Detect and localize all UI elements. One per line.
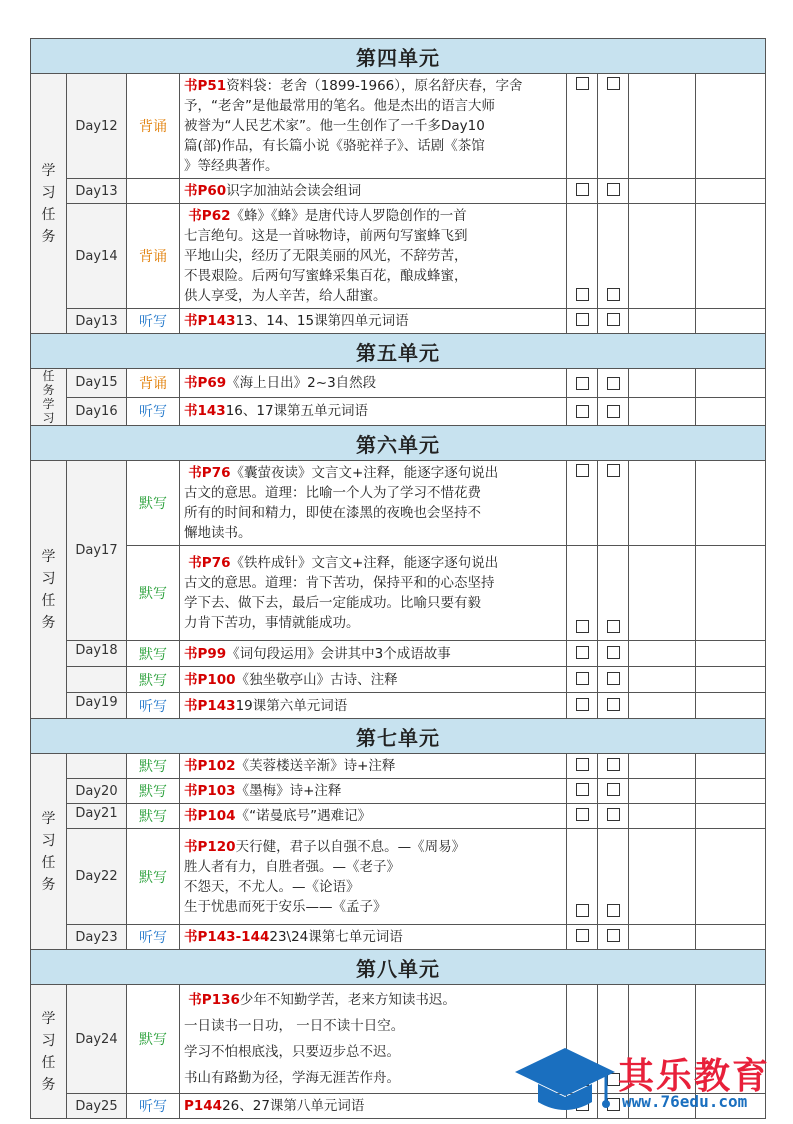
- checkbox[interactable]: [576, 698, 589, 711]
- empty-cell: [696, 309, 766, 334]
- checkbox-cell[interactable]: [598, 179, 629, 204]
- checkbox[interactable]: [607, 929, 620, 942]
- task-type: 听写: [127, 693, 180, 719]
- checkbox-cell[interactable]: [598, 546, 629, 641]
- empty-cell: [629, 925, 696, 950]
- checkbox[interactable]: [576, 288, 589, 301]
- watermark-brand: 其乐教育: [618, 1056, 771, 1097]
- task-content: 书P104《“诺曼底号”遇难记》: [180, 804, 567, 829]
- task-type: 默写: [127, 829, 180, 925]
- checkbox[interactable]: [607, 672, 620, 685]
- day-label: [67, 667, 127, 693]
- empty-cell: [629, 546, 696, 641]
- checkbox[interactable]: [576, 464, 589, 477]
- watermark: [510, 1040, 790, 1120]
- checkbox-cell[interactable]: [567, 369, 598, 398]
- day-label: Day20: [67, 779, 127, 804]
- task-type: 默写: [127, 461, 180, 546]
- checkbox-cell[interactable]: [567, 461, 598, 546]
- day-label: Day21: [67, 804, 127, 829]
- day-label: Day16: [67, 397, 127, 426]
- empty-cell: [629, 74, 696, 179]
- checkbox-cell[interactable]: [567, 74, 598, 179]
- day-label: Day18: [67, 641, 127, 667]
- empty-cell: [696, 754, 766, 779]
- checkbox-cell[interactable]: [598, 754, 629, 779]
- checkbox-cell[interactable]: [598, 829, 629, 925]
- checkbox[interactable]: [576, 758, 589, 771]
- empty-cell: [696, 461, 766, 546]
- task-content: P14426、27课第八单元词语: [180, 1094, 567, 1119]
- checkbox-cell[interactable]: [598, 779, 629, 804]
- empty-cell: [696, 804, 766, 829]
- book-ref: 书P51: [184, 78, 227, 94]
- checkbox[interactable]: [576, 77, 589, 90]
- empty-cell: [696, 779, 766, 804]
- study-plan-page: [30, 38, 765, 1119]
- task-type: 默写: [127, 754, 180, 779]
- day-label: Day15: [67, 369, 127, 398]
- checkbox[interactable]: [576, 904, 589, 917]
- day-label: Day13: [67, 179, 127, 204]
- task-type: 默写: [127, 641, 180, 667]
- empty-cell: [696, 369, 766, 398]
- checkbox-cell[interactable]: [567, 829, 598, 925]
- checkbox-cell[interactable]: [567, 925, 598, 950]
- checkbox[interactable]: [576, 377, 589, 390]
- task-content: 书P14319课第六单元词语: [180, 693, 567, 719]
- checkbox[interactable]: [576, 405, 589, 418]
- task-type: 默写: [127, 667, 180, 693]
- task-content: 书P60识字加油站会读会组词: [180, 179, 567, 204]
- checkbox-cell[interactable]: [598, 397, 629, 426]
- day-label: Day22: [67, 829, 127, 925]
- task-type: 听写: [127, 925, 180, 950]
- checkbox-cell[interactable]: [567, 779, 598, 804]
- unit-6-side-label: 学 习 任 务: [31, 461, 67, 719]
- task-content: 书P120天行健，君子以自强不息。—《周易》 胜人者有力，自胜者强。—《老子》 不怨天，不尤人。—《论语》 生于忧患而死于安乐——《孟子》: [180, 829, 567, 925]
- task-content: 书P62《蜂》《蜂》是唐代诗人罗隐创作的一首 七言绝句。这是一首咏物诗，前两句写蜜蜂飞到 平地山尖，经历了无限美丽的风光，不辞劳苦， 不畏艰险。后两句写蜜蜂采集百花，酿成蜂蜜， 供人享受，为人辛苦，给人甜蜜。: [180, 204, 567, 309]
- checkbox-cell[interactable]: [598, 925, 629, 950]
- checkbox[interactable]: [607, 783, 620, 796]
- empty-cell: [696, 641, 766, 667]
- checkbox-cell[interactable]: [567, 546, 598, 641]
- day-label: [67, 754, 127, 779]
- empty-cell: [629, 779, 696, 804]
- checkbox[interactable]: [607, 758, 620, 771]
- task-type: 背诵: [127, 369, 180, 398]
- task-type: 默写: [127, 804, 180, 829]
- task-type: [127, 179, 180, 204]
- day-label: Day25: [67, 1094, 127, 1119]
- empty-cell: [696, 546, 766, 641]
- checkbox[interactable]: [607, 698, 620, 711]
- checkbox-cell[interactable]: [598, 693, 629, 719]
- task-content: 书P51资料袋：老舍（1899-1966），原名舒庆春，字舍 予，“老舍”是他最常用的笔名。他是杰出的语言大师 被誉为“人民艺术家”。他一生创作了一千多Day10 篇(部)作品，有长篇小说《骆驼祥子》、话剧《茶馆 》等经典著作。: [180, 74, 567, 179]
- checkbox-cell[interactable]: [567, 641, 598, 667]
- checkbox[interactable]: [576, 808, 589, 821]
- task-content: 书P76《囊萤夜读》文言文+注释，能逐字逐句说出 古文的意思。道理：比喻一个人为了学习不惜花费 所有的时间和精力，即使在漆黑的夜晚也会坚持不 懈地读书。: [180, 461, 567, 546]
- empty-cell: [629, 693, 696, 719]
- task-type: 背诵: [127, 74, 180, 179]
- empty-cell: [696, 667, 766, 693]
- task-type: 默写: [127, 985, 180, 1094]
- checkbox[interactable]: [607, 904, 620, 917]
- task-type: 听写: [127, 309, 180, 334]
- checkbox-cell[interactable]: [567, 754, 598, 779]
- unit-5-header: 第五单元: [31, 334, 766, 369]
- task-content: 书P143-14423\24课第七单元词语: [180, 925, 567, 950]
- checkbox-cell[interactable]: [567, 804, 598, 829]
- checkbox[interactable]: [607, 808, 620, 821]
- task-content: 书P14313、14、15课第四单元词语: [180, 309, 567, 334]
- day-label: Day12: [67, 74, 127, 179]
- unit-7-side-label: 学 习 任 务: [31, 754, 67, 950]
- empty-cell: [696, 179, 766, 204]
- checkbox-cell[interactable]: [598, 74, 629, 179]
- empty-cell: [629, 641, 696, 667]
- checkbox-cell[interactable]: [598, 667, 629, 693]
- task-type: 默写: [127, 779, 180, 804]
- empty-cell: [629, 804, 696, 829]
- task-content: 书14316、17课第五单元词语: [180, 397, 567, 426]
- empty-cell: [629, 829, 696, 925]
- day-label: Day19: [67, 693, 127, 719]
- watermark-url: www.76edu.com: [622, 1092, 748, 1111]
- task-content: 书P69《海上日出》2~3自然段: [180, 369, 567, 398]
- study-plan-table: [30, 38, 766, 1119]
- checkbox[interactable]: [607, 288, 620, 301]
- checkbox[interactable]: [576, 783, 589, 796]
- empty-cell: [696, 693, 766, 719]
- checkbox-cell[interactable]: [567, 667, 598, 693]
- checkbox[interactable]: [607, 646, 620, 659]
- unit-5-side-label: 任 务 学 习: [31, 369, 67, 426]
- checkbox[interactable]: [607, 405, 620, 418]
- empty-cell: [696, 74, 766, 179]
- task-content: 书P102《芙蓉楼送辛渐》诗+注释: [180, 754, 567, 779]
- empty-cell: [629, 204, 696, 309]
- task-content: 书P136少年不知勤学苦，老来方知读书迟。 一日读书一日功， 一日不读十日空。 学习不怕根底浅，只要迈步总不迟。 书山有路勤为径，学海无涯苦作舟。: [180, 985, 567, 1094]
- checkbox[interactable]: [576, 646, 589, 659]
- unit-4-side-label: 学 习 任 务: [31, 74, 67, 334]
- checkbox-cell[interactable]: [598, 369, 629, 398]
- day-label: Day24: [67, 985, 127, 1094]
- task-content: 书P76《铁杵成针》文言文+注释，能逐字逐句说出 古文的意思。道理：肯下苦功，保持平和的心态坚持 学下去、做下去，最后一定能成功。比喻只要有毅 力肯下苦功，事情就能成功。: [180, 546, 567, 641]
- checkbox-cell[interactable]: [567, 179, 598, 204]
- task-type: 背诵: [127, 204, 180, 309]
- empty-cell: [629, 754, 696, 779]
- checkbox-cell[interactable]: [567, 204, 598, 309]
- checkbox[interactable]: [576, 620, 589, 633]
- empty-cell: [696, 925, 766, 950]
- day-label: Day13: [67, 309, 127, 334]
- unit-7-header: 第七单元: [31, 719, 766, 754]
- unit-8-side-label: 学 习 任 务: [31, 985, 67, 1119]
- checkbox[interactable]: [576, 313, 589, 326]
- empty-cell: [629, 397, 696, 426]
- day-label: Day17: [67, 461, 127, 641]
- unit-6-header: 第六单元: [31, 426, 766, 461]
- empty-cell: [696, 397, 766, 426]
- checkbox-cell[interactable]: [567, 397, 598, 426]
- checkbox[interactable]: [607, 377, 620, 390]
- task-content: 书P100《独坐敬亭山》古诗、注释: [180, 667, 567, 693]
- empty-cell: [629, 667, 696, 693]
- checkbox[interactable]: [576, 929, 589, 942]
- checkbox[interactable]: [607, 183, 620, 196]
- checkbox-cell[interactable]: [598, 204, 629, 309]
- checkbox[interactable]: [607, 464, 620, 477]
- empty-cell: [696, 204, 766, 309]
- empty-cell: [629, 179, 696, 204]
- task-content: 书P99《词句段运用》会讲其中3个成语故事: [180, 641, 567, 667]
- checkbox-cell[interactable]: [598, 309, 629, 334]
- checkbox-cell[interactable]: [598, 461, 629, 546]
- day-label: Day23: [67, 925, 127, 950]
- empty-cell: [629, 461, 696, 546]
- checkbox-cell[interactable]: [567, 693, 598, 719]
- empty-cell: [629, 309, 696, 334]
- unit-8-header: 第八单元: [31, 950, 766, 985]
- checkbox-cell[interactable]: [567, 309, 598, 334]
- empty-cell: [696, 829, 766, 925]
- checkbox[interactable]: [576, 183, 589, 196]
- task-type: 听写: [127, 397, 180, 426]
- unit-4-header: 第四单元: [31, 39, 766, 74]
- task-content: 书P103《墨梅》诗+注释: [180, 779, 567, 804]
- graduation-cap-icon: [510, 1040, 620, 1120]
- day-label: Day14: [67, 204, 127, 309]
- task-type: 默写: [127, 546, 180, 641]
- task-type: 听写: [127, 1094, 180, 1119]
- checkbox-cell[interactable]: [598, 641, 629, 667]
- checkbox[interactable]: [607, 313, 620, 326]
- checkbox[interactable]: [607, 620, 620, 633]
- empty-cell: [629, 369, 696, 398]
- checkbox[interactable]: [607, 77, 620, 90]
- checkbox[interactable]: [576, 672, 589, 685]
- checkbox-cell[interactable]: [598, 804, 629, 829]
